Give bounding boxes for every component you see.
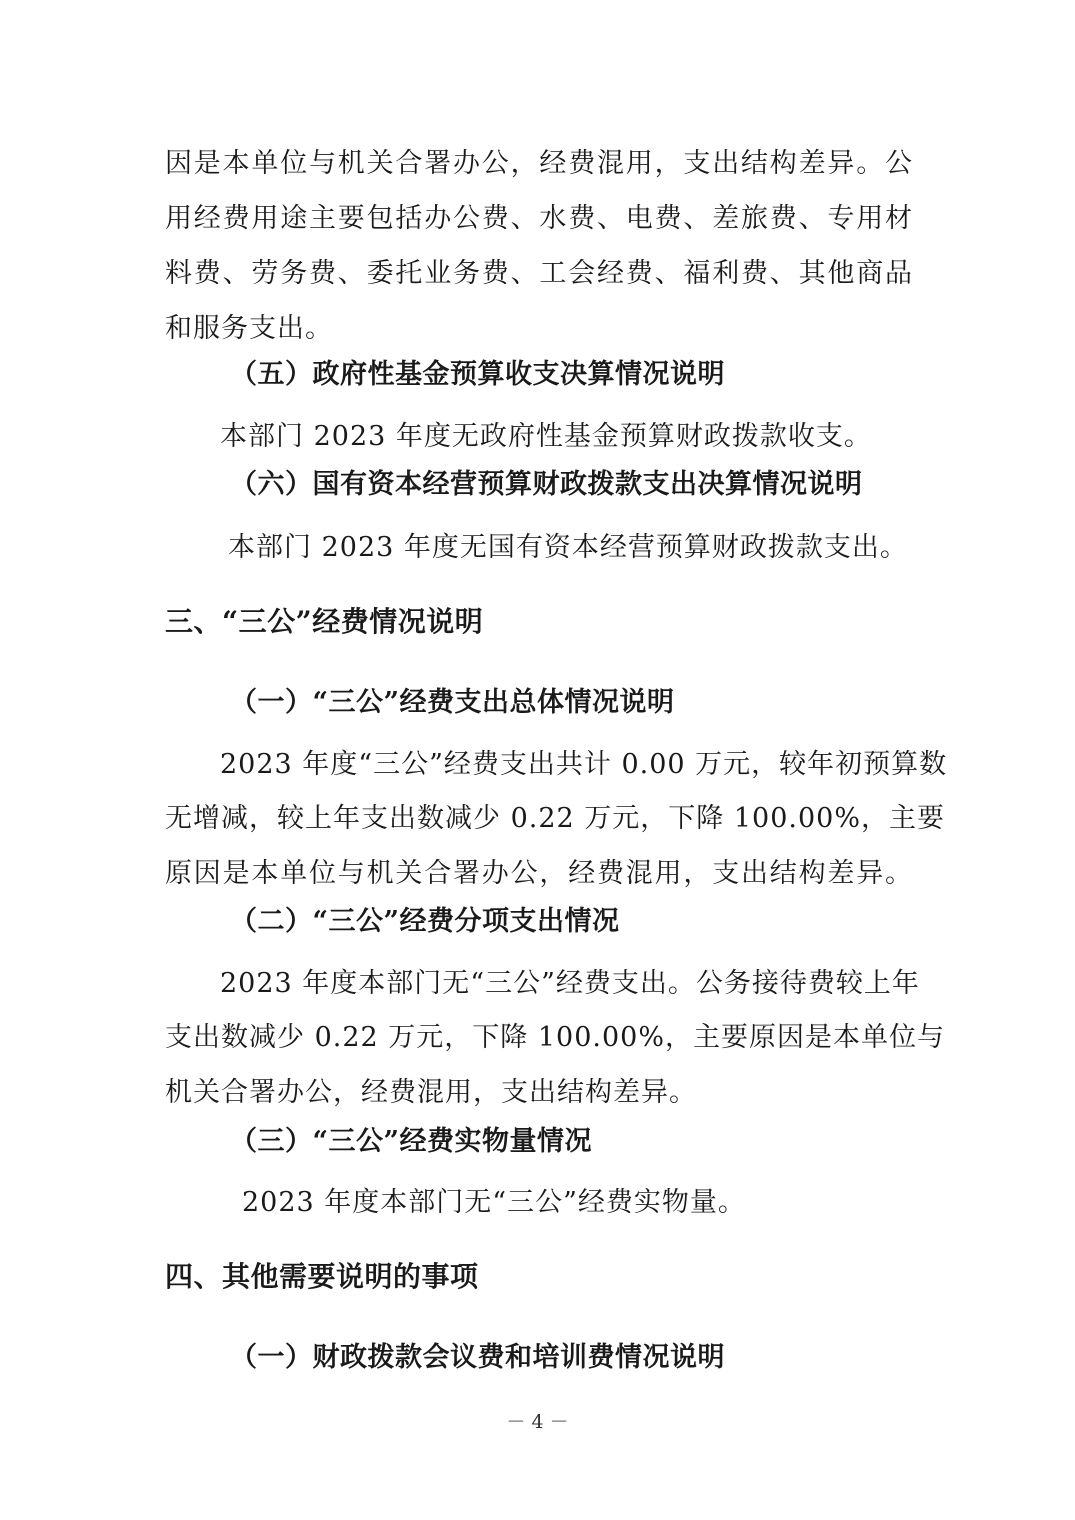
paragraph-line: 机关合署办公，经费混用，支出结构差异。 — [165, 1077, 697, 1108]
subheading-three-public-physical: （三）“三公”经费实物量情况 — [230, 1126, 593, 1157]
section-heading-three-public: 三、“三公”经费情况说明 — [165, 605, 484, 638]
section-heading-other-matters: 四、其他需要说明的事项 — [165, 1260, 479, 1293]
paragraph-line: 用经费用途主要包括办公费、水费、电费、差旅费、专用材 — [165, 203, 913, 234]
paragraph-line: 原因是本单位与机关合署办公，经费混用，支出结构差异。 — [165, 858, 913, 889]
paragraph-line: 和服务支出。 — [165, 313, 333, 344]
subheading-state-capital: （六）国有资本经营预算财政拨款支出决算情况说明 — [230, 469, 863, 500]
subheading-gov-fund: （五）政府性基金预算收支决算情况说明 — [230, 359, 725, 390]
paragraph-line: 本部门 2023 年度无政府性基金预算财政拨款收支。 — [220, 421, 872, 452]
paragraph-line: 无增减，较上年支出数减少 0.22 万元，下降 100.00%，主要 — [165, 803, 945, 834]
paragraph-line: 2023 年度本部门无“三公”经费实物量。 — [242, 1187, 746, 1218]
paragraph-line: 料费、劳务费、委托业务费、工会经费、福利费、其他商品 — [165, 258, 913, 289]
paragraph-line: 本部门 2023 年度无国有资本经营预算财政拨款支出。 — [228, 532, 908, 563]
paragraph-line: 2023 年度“三公”经费支出共计 0.00 万元，较年初预算数 — [220, 749, 948, 780]
subheading-three-public-itemized: （二）“三公”经费分项支出情况 — [230, 906, 620, 937]
paragraph-line: 支出数减少 0.22 万元，下降 100.00%，主要原因是本单位与 — [165, 1022, 945, 1053]
paragraph-line: 2023 年度本部门无“三公”经费支出。公务接待费较上年 — [220, 968, 920, 999]
paragraph-line: 因是本单位与机关合署办公，经费混用，支出结构差异。公 — [165, 148, 913, 179]
subheading-meeting-training: （一）财政拨款会议费和培训费情况说明 — [230, 1342, 725, 1373]
subheading-three-public-overall: （一）“三公”经费支出总体情况说明 — [230, 687, 675, 718]
page-number: － 4 － — [506, 1411, 569, 1433]
